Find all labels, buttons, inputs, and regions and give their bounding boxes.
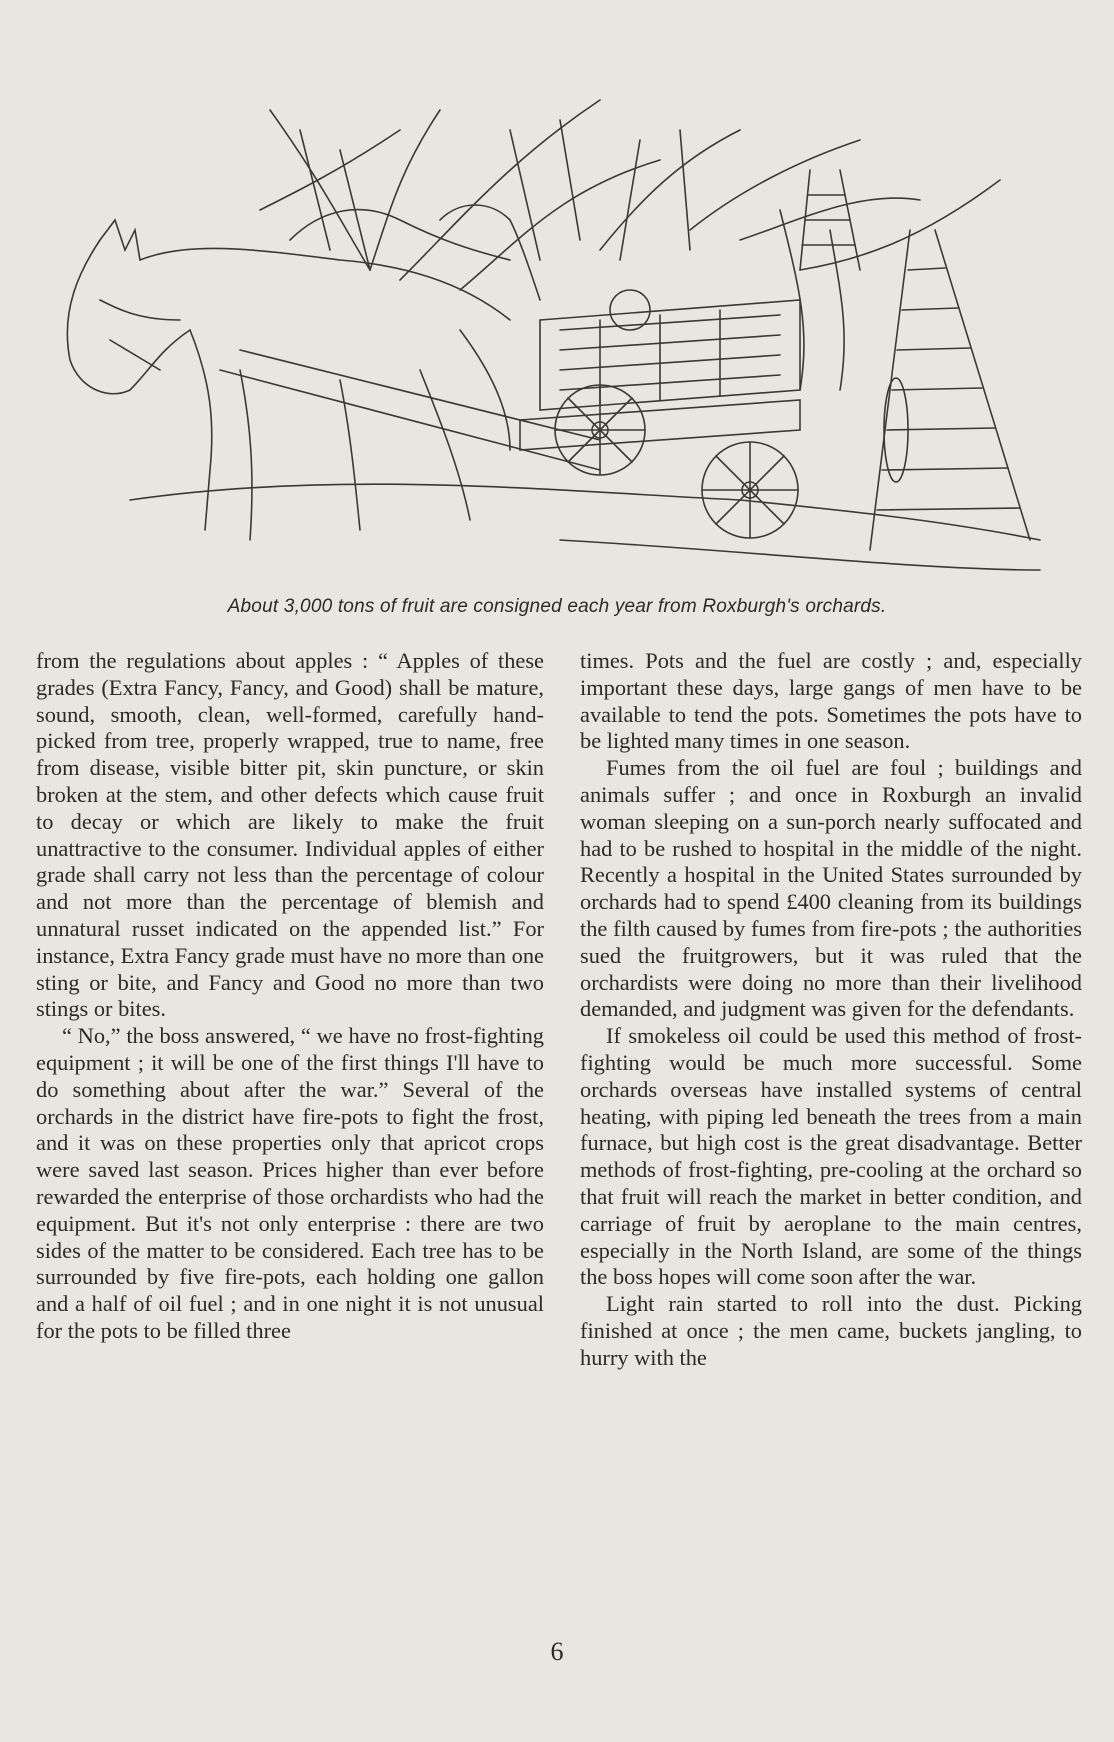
paragraph: times. Pots and the fuel are costly ; and, especially important these days, large gangs of men have to be available to tend the pots. Sometimes the pots have to be lighted many times in one season. — [580, 648, 1082, 754]
horse — [67, 220, 510, 540]
small-ladder — [800, 170, 860, 270]
page-number: 6 — [550, 1637, 564, 1666]
paragraph: If smokeless oil could be used this method of frost-fighting would be much more successful. Some orchards overseas have installed systems of central heating, with piping led beneath the trees from a main furnace, but high cost is the great disadvantage. Better methods of frost-fighting, pre-cooling at the orchard so that fruit will reach the market in better condition, and carriage of fruit by aeroplane to the main centres, especially in the North Island, are some of the things the boss hopes will come soon after the war. — [580, 1023, 1082, 1290]
paragraph: Fumes from the oil fuel are foul ; buildings and animals suffer ; and once in Roxburgh an invalid woman sleeping on a sun-porch nearly suffocated and had to be rushed to hospital in the middle of the night. Recently a hospital in the United States surrounded by orchards had to spend £400 cleaning from its buildings the filth caused by fumes from fire-pots ; the authorities sued the fruitgrowers, but it was ruled that the orchardists were doing no more than their livelihood demanded, and judgment was given for the defendants. — [580, 755, 1082, 1022]
paragraph: from the regulations about apples : “ Apples of these grades (Extra Fancy, Fancy, and Good) shall be mature, sound, smooth, clean, well-formed, carefully hand-picked from tree, properly wrapped, true to name, free from disease, visible bitter pit, skin puncture, or skin broken at the stem, and other defects which cause fruit to decay or which are likely to make the fruit unattractive to the consumer. Individual apples of either grade shall carry not less than the percentage of colour and not more than the percentage of blemish and unnatural russet indicated on the appended list.” For instance, Extra Fancy grade must have no more than one sting or bite, and Fancy and Good no more than two stings or bites. — [36, 648, 544, 1022]
paragraph: Light rain started to roll into the dust. Picking finished at once ; the men came, buckets jangling, to hurry with the — [580, 1291, 1082, 1370]
tree-branches — [260, 100, 1000, 390]
figure-caption: About 3,000 tons of fruit are consigned each year from Roxburgh's orchards. — [227, 596, 887, 617]
illustration-horse-cart — [40, 70, 1090, 590]
paragraph: “ No,” the boss answered, “ we have no frost-fighting equipment ; it will be one of the first things I'll have to do something about after the war.” Several of the orchards in the district have fire-pots to fight the frost, and it was on these properties only that apricot crops were saved last season. Prices higher than ever before rewarded the enterprise of those orchardists who had the equipment. But it's not only enterprise : there are two sides of the matter to be considered. Each tree has to be surrounded by five fire-pots, each holding one gallon and a half of oil fuel ; and in one night it is not unusual for the pots to be filled three — [36, 1023, 544, 1343]
ladder — [870, 230, 1030, 550]
right-column — [580, 648, 1082, 1372]
sketch-drawing — [40, 70, 1090, 590]
left-column — [36, 648, 544, 1345]
ground — [130, 484, 1040, 570]
